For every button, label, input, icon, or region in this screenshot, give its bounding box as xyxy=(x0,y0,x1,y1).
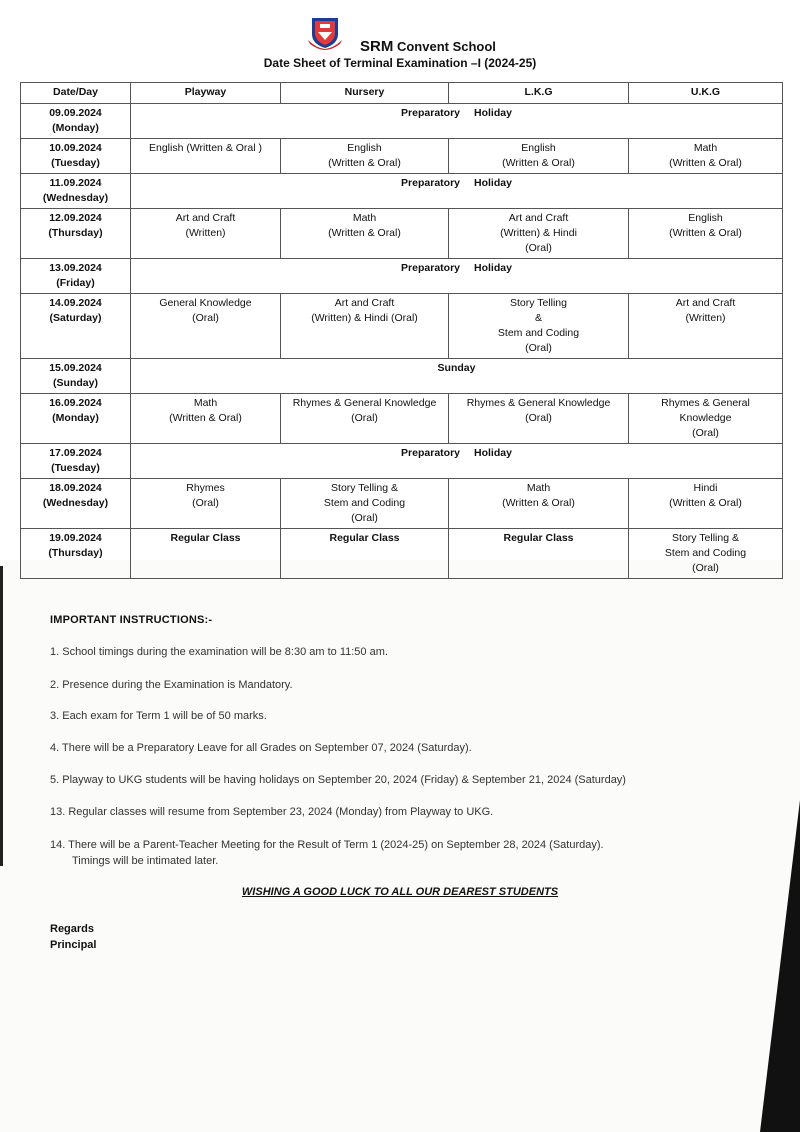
principal-text: Principal xyxy=(50,939,97,951)
exam-cell: Story Telling & Stem and Coding (Oral) xyxy=(629,529,783,579)
exam-cell: Math (Written & Oral) xyxy=(629,139,783,174)
instruction-item: 2. Presence during the Examination is Mandatory. xyxy=(50,679,293,691)
exam-cell: Hindi (Written & Oral) xyxy=(629,479,783,529)
exam-cell: Math (Written & Oral) xyxy=(131,394,281,444)
instruction-item: 3. Each exam for Term 1 will be of 50 marks. xyxy=(50,710,267,722)
table-row xyxy=(21,139,783,174)
column-header: U.K.G xyxy=(629,83,783,104)
date-cell: 16.09.2024 (Monday) xyxy=(21,394,131,444)
date-cell: 11.09.2024 (Wednesday) xyxy=(21,174,131,209)
holiday-cell: Preparatory Holiday xyxy=(131,174,783,209)
exam-cell: Art and Craft (Written) xyxy=(629,294,783,359)
date-sheet-title: Date Sheet of Terminal Examination –I (2024-25) xyxy=(263,56,537,70)
table-row xyxy=(21,259,783,294)
good-luck-message: WISHING A GOOD LUCK TO ALL OUR DEAREST STUDENTS xyxy=(241,886,559,898)
table-row xyxy=(21,104,783,139)
school-name: SRM Convent School xyxy=(360,38,496,55)
exam-cell: Art and Craft (Written) xyxy=(131,209,281,259)
date-cell: 10.09.2024 (Tuesday) xyxy=(21,139,131,174)
sunday-cell: Sunday xyxy=(131,359,783,394)
column-header: Date/Day xyxy=(21,83,131,104)
school-logo xyxy=(306,14,344,50)
exam-cell: English (Written & Oral) xyxy=(449,139,629,174)
instructions-heading: IMPORTANT INSTRUCTIONS:- xyxy=(50,614,213,626)
instruction-item: 5. Playway to UKG students will be having holidays on September 20, 2024 (Friday) & September 21, 2024 (Saturday) xyxy=(50,774,626,786)
instruction-item: 14. There will be a Parent-Teacher Meeting for the Result of Term 1 (2024-25) on September 28, 2024 (Saturday). xyxy=(50,839,604,851)
signoff xyxy=(50,921,96,953)
date-sheet-table xyxy=(20,82,783,579)
exam-cell: Math (Written & Oral) xyxy=(281,209,449,259)
exam-cell: English (Written & Oral) xyxy=(629,209,783,259)
table-header-row xyxy=(21,83,783,104)
exam-cell: Math (Written & Oral) xyxy=(449,479,629,529)
column-header: Playway xyxy=(131,83,281,104)
column-header: Nursery xyxy=(281,83,449,104)
exam-cell: Story Telling & Stem and Coding (Oral) xyxy=(449,294,629,359)
table-row xyxy=(21,359,783,394)
holiday-cell: Preparatory Holiday xyxy=(131,259,783,294)
date-cell: 18.09.2024 (Wednesday) xyxy=(21,479,131,529)
table-row xyxy=(21,174,783,209)
exam-cell: General Knowledge (Oral) xyxy=(131,294,281,359)
holiday-cell: Preparatory Holiday xyxy=(131,444,783,479)
regular-class-cell: Regular Class xyxy=(281,529,449,579)
table-row xyxy=(21,529,783,579)
date-cell: 17.09.2024 (Tuesday) xyxy=(21,444,131,479)
scan-edge-left xyxy=(0,566,3,866)
exam-cell: Rhymes & General Knowledge (Oral) xyxy=(281,394,449,444)
table-row xyxy=(21,444,783,479)
instruction-item-continued: Timings will be intimated later. xyxy=(72,855,219,867)
instruction-item: 1. School timings during the examination will be 8:30 am to 11:50 am. xyxy=(50,646,388,658)
regards-text: Regards xyxy=(50,923,95,935)
exam-cell: Art and Craft (Written) & Hindi (Oral) xyxy=(281,294,449,359)
exam-cell: Rhymes & General Knowledge (Oral) xyxy=(629,394,783,444)
date-cell: 09.09.2024 (Monday) xyxy=(21,104,131,139)
date-cell: 13.09.2024 (Friday) xyxy=(21,259,131,294)
exam-cell: English (Written & Oral ) xyxy=(131,139,281,174)
table-row xyxy=(21,394,783,444)
regular-class-cell: Regular Class xyxy=(131,529,281,579)
table-row xyxy=(21,209,783,259)
instruction-item: 13. Regular classes will resume from September 23, 2024 (Monday) from Playway to UKG. xyxy=(50,806,494,818)
exam-cell: Story Telling & Stem and Coding (Oral) xyxy=(281,479,449,529)
exam-cell: Art and Craft (Written) & Hindi (Oral) xyxy=(449,209,629,259)
column-header: L.K.G xyxy=(449,83,629,104)
regular-class-cell: Regular Class xyxy=(449,529,629,579)
instruction-item: 4. There will be a Preparatory Leave for all Grades on September 07, 2024 (Saturday). xyxy=(50,742,472,754)
table-row xyxy=(21,479,783,529)
exam-cell: Rhymes (Oral) xyxy=(131,479,281,529)
date-cell: 19.09.2024 (Thursday) xyxy=(21,529,131,579)
date-cell: 12.09.2024 (Thursday) xyxy=(21,209,131,259)
table-row xyxy=(21,294,783,359)
holiday-cell: Preparatory Holiday xyxy=(131,104,783,139)
date-cell: 15.09.2024 (Sunday) xyxy=(21,359,131,394)
date-cell: 14.09.2024 (Saturday) xyxy=(21,294,131,359)
exam-cell: Rhymes & General Knowledge (Oral) xyxy=(449,394,629,444)
exam-cell: English (Written & Oral) xyxy=(281,139,449,174)
